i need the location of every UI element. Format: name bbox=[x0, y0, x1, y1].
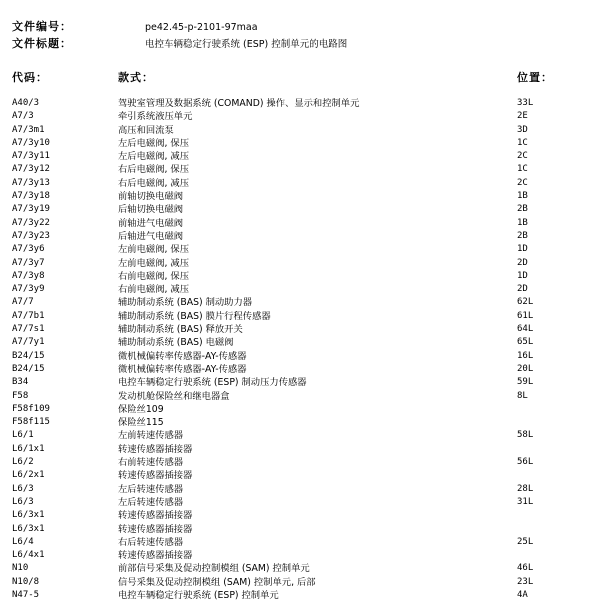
component-position: 8L bbox=[517, 390, 528, 401]
component-code: A40/3 bbox=[12, 98, 40, 108]
component-position: 62L bbox=[517, 297, 534, 308]
list-item bbox=[0, 576, 605, 589]
component-position: 64L bbox=[517, 324, 534, 335]
component-code: B24/15 bbox=[12, 363, 45, 374]
component-list bbox=[0, 97, 605, 602]
component-position: 1B bbox=[517, 191, 528, 202]
component-position: 25L bbox=[517, 536, 534, 547]
component-position: 2B bbox=[517, 204, 528, 215]
component-description: 前轴进气电磁阀 bbox=[118, 217, 184, 229]
component-position: 23L bbox=[517, 576, 534, 587]
component-position: 3D bbox=[517, 124, 528, 135]
list-item bbox=[0, 403, 605, 416]
component-position: 2C bbox=[517, 177, 528, 188]
component-code: A7/3y23 bbox=[12, 230, 50, 241]
component-code: N10/8 bbox=[12, 576, 40, 587]
component-position: 4A bbox=[517, 589, 528, 600]
component-code: A7/3y8 bbox=[12, 270, 45, 281]
list-item bbox=[0, 509, 605, 522]
component-description: 转速传感器插接器 bbox=[118, 510, 193, 522]
list-item bbox=[0, 589, 605, 602]
list-item bbox=[0, 190, 605, 203]
component-description: 辅助制动系统 (BAS) 膜片行程传感器 bbox=[118, 310, 271, 322]
component-description: 辅助制动系统 (BAS) 释放开关 bbox=[118, 324, 243, 336]
component-description: 左前电磁阀, 减压 bbox=[118, 257, 189, 269]
component-code: A7/3m1 bbox=[12, 124, 45, 135]
component-description: 高压和回流泵 bbox=[118, 124, 174, 136]
component-description: 右前转速传感器 bbox=[118, 457, 184, 469]
component-code: L6/4 bbox=[12, 536, 34, 547]
component-position: 2E bbox=[517, 111, 528, 122]
column-header-description: 款式： bbox=[118, 71, 154, 84]
list-item bbox=[0, 296, 605, 309]
component-code: A7/3y10 bbox=[12, 137, 50, 148]
component-code: L6/2x1 bbox=[12, 470, 45, 481]
column-header-position: 位置： bbox=[517, 71, 553, 84]
list-item bbox=[0, 536, 605, 549]
list-item bbox=[0, 310, 605, 323]
list-item bbox=[0, 443, 605, 456]
component-description: 电控车辆稳定行驶系统 (ESP) 控制单元 bbox=[118, 589, 279, 601]
component-code: A7/3y12 bbox=[12, 164, 50, 175]
component-description: 微机械偏转率传感器-AY-传感器 bbox=[118, 363, 247, 375]
component-description: 后轴进气电磁阀 bbox=[118, 230, 184, 242]
component-description: 左后转速传感器 bbox=[118, 483, 184, 495]
component-description: 转速传感器插接器 bbox=[118, 443, 193, 455]
component-code: N10 bbox=[12, 563, 29, 574]
component-code: L6/1x1 bbox=[12, 443, 45, 454]
list-item bbox=[0, 150, 605, 163]
component-code: A7/3y6 bbox=[12, 244, 45, 255]
component-position: 16L bbox=[517, 350, 534, 361]
component-code: F58f109 bbox=[12, 403, 50, 414]
component-position: 56L bbox=[517, 457, 534, 468]
list-item bbox=[0, 323, 605, 336]
component-position: 2D bbox=[517, 257, 528, 268]
list-item bbox=[0, 429, 605, 442]
component-position: 1C bbox=[517, 137, 528, 148]
component-code: F58 bbox=[12, 390, 29, 401]
list-item bbox=[0, 203, 605, 216]
component-description: 右后电磁阀, 保压 bbox=[118, 164, 189, 176]
list-item bbox=[0, 137, 605, 150]
list-item bbox=[0, 483, 605, 496]
list-item bbox=[0, 496, 605, 509]
list-item bbox=[0, 177, 605, 190]
list-item bbox=[0, 230, 605, 243]
component-position: 31L bbox=[517, 496, 534, 507]
component-position: 28L bbox=[517, 483, 534, 494]
component-description: 右前电磁阀, 保压 bbox=[118, 270, 189, 282]
file-title-value: 电控车辆稳定行驶系统 (ESP) 控制单元的电路图 bbox=[145, 39, 348, 50]
component-position: 58L bbox=[517, 430, 534, 441]
component-description: 左后转速传感器 bbox=[118, 496, 184, 508]
component-code: A7/3y11 bbox=[12, 151, 50, 162]
list-item bbox=[0, 124, 605, 137]
component-position: 1B bbox=[517, 217, 528, 228]
component-code: L6/3x1 bbox=[12, 523, 45, 534]
component-code: A7/3y13 bbox=[12, 177, 50, 188]
component-code: L6/2 bbox=[12, 457, 34, 468]
list-item bbox=[0, 363, 605, 376]
component-description: 信号采集及促动控制模组 (SAM) 控制单元, 后部 bbox=[118, 576, 316, 588]
component-code: F58f115 bbox=[12, 417, 50, 428]
file-title-label: 文件标题： bbox=[12, 37, 72, 50]
component-description: 左后电磁阀, 保压 bbox=[118, 137, 189, 149]
component-code: A7/3y22 bbox=[12, 217, 50, 228]
list-item bbox=[0, 350, 605, 363]
component-position: 20L bbox=[517, 363, 534, 374]
component-code: A7/7s1 bbox=[12, 324, 45, 335]
list-item bbox=[0, 283, 605, 296]
component-description: 发动机舱保险丝和继电器盒 bbox=[118, 390, 230, 402]
component-position: 61L bbox=[517, 310, 534, 321]
component-description: 驾驶室管理及数据系统 (COMAND) 操作、显示和控制单元 bbox=[118, 98, 360, 109]
component-code: A7/7 bbox=[12, 297, 34, 308]
list-item bbox=[0, 217, 605, 230]
component-description: 右后转速传感器 bbox=[118, 536, 184, 548]
list-item bbox=[0, 416, 605, 429]
component-description: 保险丝115 bbox=[118, 417, 164, 429]
component-position: 59L bbox=[517, 377, 534, 388]
component-code: A7/7y1 bbox=[12, 337, 45, 348]
component-position: 1C bbox=[517, 164, 528, 175]
list-item bbox=[0, 390, 605, 403]
component-code: L6/3 bbox=[12, 483, 34, 494]
component-position: 2D bbox=[517, 284, 528, 295]
component-position: 2B bbox=[517, 230, 528, 241]
list-item bbox=[0, 456, 605, 469]
component-code: B34 bbox=[12, 377, 29, 388]
component-description: 保险丝109 bbox=[118, 403, 164, 415]
component-code: A7/3y7 bbox=[12, 257, 45, 268]
component-description: 右后电磁阀, 减压 bbox=[118, 177, 189, 189]
component-code: L6/4x1 bbox=[12, 550, 45, 561]
component-position: 1D bbox=[517, 270, 528, 281]
component-position: 65L bbox=[517, 337, 534, 348]
component-code: A7/3y19 bbox=[12, 204, 50, 215]
list-item bbox=[0, 110, 605, 123]
component-code: A7/7b1 bbox=[12, 310, 45, 321]
component-code: N47-5 bbox=[12, 589, 40, 600]
list-item bbox=[0, 270, 605, 283]
component-position: 33L bbox=[517, 98, 534, 108]
component-position: 2C bbox=[517, 151, 528, 162]
component-description: 前轴切换电磁阀 bbox=[118, 191, 184, 203]
component-description: 转速传感器插接器 bbox=[118, 523, 193, 535]
column-header-code: 代码： bbox=[12, 71, 48, 84]
component-code: A7/3y18 bbox=[12, 191, 50, 202]
component-description: 微机械偏转率传感器-AY-传感器 bbox=[118, 350, 247, 362]
list-item bbox=[0, 163, 605, 176]
list-item bbox=[0, 97, 605, 110]
component-code: L6/3x1 bbox=[12, 510, 45, 521]
component-description: 左前电磁阀, 保压 bbox=[118, 244, 189, 256]
file-number-value: pe42.45-p-2101-97maa bbox=[145, 22, 258, 33]
component-description: 牵引系统液压单元 bbox=[118, 111, 193, 123]
component-code: A7/3y9 bbox=[12, 284, 45, 295]
list-item bbox=[0, 549, 605, 562]
list-item bbox=[0, 257, 605, 270]
component-code: B24/15 bbox=[12, 350, 45, 361]
component-description: 辅助制动系统 (BAS) 制动助力器 bbox=[118, 297, 253, 309]
component-code: A7/3 bbox=[12, 111, 34, 122]
component-description: 后轴切换电磁阀 bbox=[118, 204, 184, 216]
list-item bbox=[0, 336, 605, 349]
list-item bbox=[0, 469, 605, 482]
file-number-label: 文件编号： bbox=[12, 20, 72, 33]
list-item bbox=[0, 376, 605, 389]
component-description: 前部信号采集及促动控制模组 (SAM) 控制单元 bbox=[118, 563, 310, 575]
list-item bbox=[0, 562, 605, 575]
component-description: 左后电磁阀, 减压 bbox=[118, 151, 189, 163]
component-description: 转速传感器插接器 bbox=[118, 470, 193, 482]
component-description: 辅助制动系统 (BAS) 电磁阀 bbox=[118, 337, 234, 349]
component-position: 46L bbox=[517, 563, 534, 574]
component-position: 1D bbox=[517, 244, 528, 255]
component-code: L6/1 bbox=[12, 430, 34, 441]
list-item bbox=[0, 243, 605, 256]
component-description: 右前电磁阀, 减压 bbox=[118, 284, 189, 296]
component-description: 转速传感器插接器 bbox=[118, 550, 193, 562]
component-description: 左前转速传感器 bbox=[118, 430, 184, 442]
component-description: 电控车辆稳定行驶系统 (ESP) 制动压力传感器 bbox=[118, 377, 307, 389]
list-item bbox=[0, 523, 605, 536]
component-code: L6/3 bbox=[12, 496, 34, 507]
